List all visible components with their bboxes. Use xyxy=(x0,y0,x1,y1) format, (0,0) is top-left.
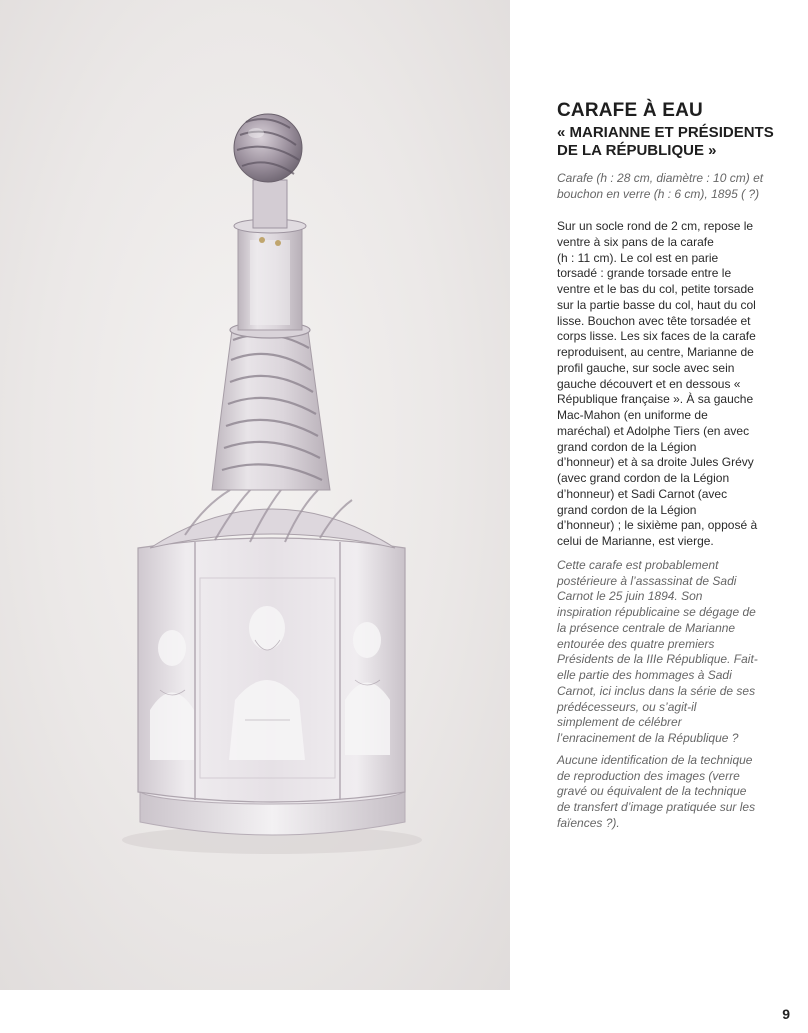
commentary-line: Carnot, ici inclus dans la série de ses xyxy=(557,683,756,698)
caption-line: Carafe (h : 28 cm, diamètre : 10 cm) et xyxy=(557,171,764,185)
commentary-line: prédécesseurs, ou s’agit-il xyxy=(557,699,697,714)
description-paragraph xyxy=(557,219,779,550)
commentary-line: Carnot le 25 juin 1894. Son xyxy=(557,589,703,604)
description-line: ventre et le bas du col, petite torsade xyxy=(557,282,754,296)
commentary-line: Cette carafe est probablement xyxy=(557,557,719,572)
commentary-line: Présidents de la IIIe République. Fait- xyxy=(557,652,758,667)
subtitle-line: « MARIANNE ET PRÉSIDENTS xyxy=(557,124,774,141)
description-line: ventre à six pans de la carafe xyxy=(557,234,714,249)
description-line: grand cordon de la Légion xyxy=(557,439,697,454)
commentary-line: inspiration républicaine se dégage de xyxy=(557,605,756,619)
commentary-paragraph xyxy=(557,558,779,747)
description-line: Mac-Mahon (en uniforme de xyxy=(557,408,708,422)
technique-note-line: de transfert d’image pratiquée sur les xyxy=(557,800,756,814)
description-line: Sur un socle rond de 2 cm, repose le xyxy=(557,219,754,233)
object-caption xyxy=(557,170,779,202)
page-subtitle xyxy=(557,124,779,160)
page-number: 9 xyxy=(782,1006,790,1022)
technique-note-line: Aucune identification de la technique xyxy=(557,752,753,767)
description-line: (avec grand cordon de la Légion xyxy=(557,471,730,485)
description-line: reproduisent, au centre, Marianne de xyxy=(557,345,754,359)
text-column xyxy=(557,100,779,832)
page-title: CARAFE À EAU xyxy=(557,100,703,121)
commentary-line: la présence centrale de Marianne xyxy=(557,620,736,635)
commentary-line: simplement de célébrer xyxy=(557,715,682,730)
description-line: maréchal) et Adolphe Tiers (en avec xyxy=(557,423,750,438)
technique-note-line: de reproduction des images (verre xyxy=(557,768,740,783)
caption-line: bouchon en verre (h : 6 cm), 1895 ( ?) xyxy=(557,187,760,201)
commentary-line: postérieure à l’assassinat de Sadi xyxy=(557,573,737,588)
commentary-line: elle partie des hommages à Sadi xyxy=(557,668,732,682)
technique-note-paragraph xyxy=(557,753,779,832)
description-line: torsadé : grande torsade entre le xyxy=(557,266,732,281)
subtitle-line: DE LA RÉPUBLIQUE » xyxy=(557,142,717,159)
commentary-line: entourée des quatre premiers xyxy=(557,636,715,651)
description-line: grand cordon de la Légion xyxy=(557,502,697,517)
description-line: République française ». À sa gauche xyxy=(557,392,754,407)
description-line: profil gauche, sur socle avec sein xyxy=(557,360,735,375)
description-line: d’honneur) et Sadi Carnot (avec xyxy=(557,486,728,501)
description-line: d’honneur) ; le sixième pan, opposé à xyxy=(557,518,758,533)
description-line: lisse. Bouchon avec tête torsadée et xyxy=(557,313,751,328)
description-line: corps lisse. Les six faces de la carafe xyxy=(557,329,756,344)
description-line: sur la partie basse du col, haut du col xyxy=(557,297,756,312)
commentary-line: l’enracinement de la République ? xyxy=(557,731,739,745)
description-line: gauche découvert et en dessous « xyxy=(557,376,741,391)
description-line: d’honneur) et à sa droite Jules Grévy xyxy=(557,455,754,470)
description-line: (h : 11 cm). Le col est en parie xyxy=(557,250,719,265)
technique-note-line: gravé ou équivalent de la technique xyxy=(557,784,747,799)
description-line: celui de Marianne, est vierge. xyxy=(557,534,714,548)
technique-note-line: faïences ?). xyxy=(557,815,620,830)
